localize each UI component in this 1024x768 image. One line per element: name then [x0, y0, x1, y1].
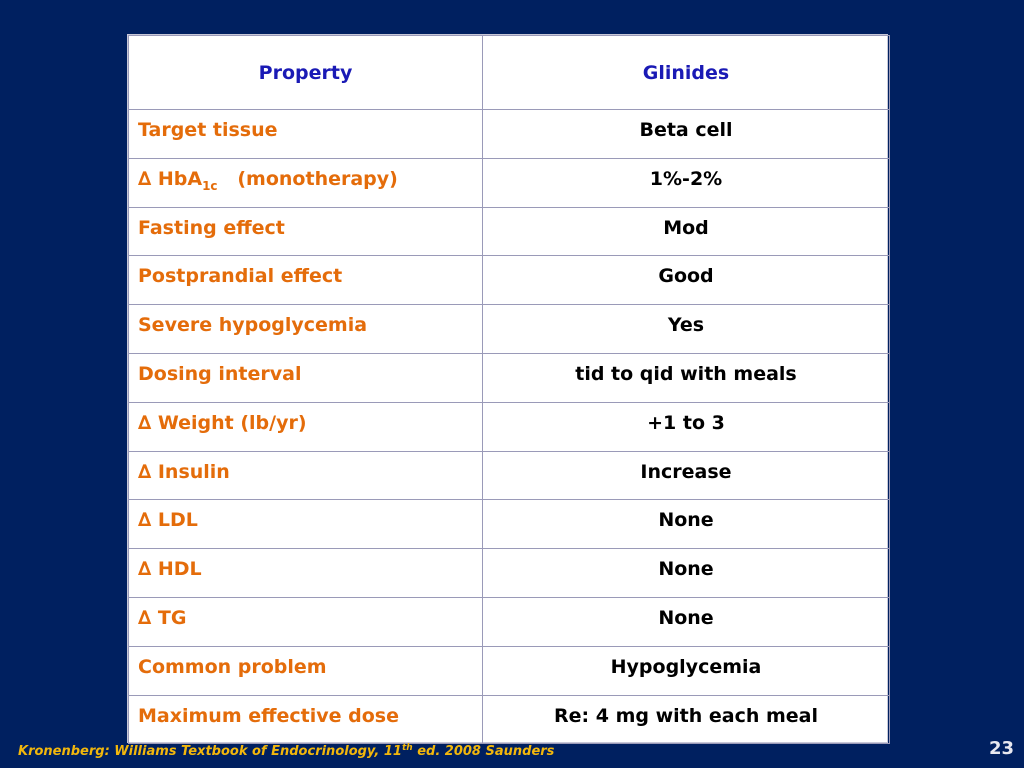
property-cell: Severe hypoglycemia: [129, 305, 483, 354]
value-cell: Increase: [483, 451, 890, 500]
value-cell: 1%-2%: [483, 158, 890, 207]
property-cell: Target tissue: [129, 110, 483, 159]
value-cell: Mod: [483, 207, 890, 256]
table-row: [129, 597, 890, 646]
value-cell: +1 to 3: [483, 402, 890, 451]
table-row: [129, 353, 890, 402]
property-cell: ∆ LDL: [129, 500, 483, 549]
citation-suffix: ed. 2008 Saunders: [412, 744, 555, 759]
table-row: [129, 451, 890, 500]
table-row: [129, 402, 890, 451]
table-row: [129, 500, 890, 549]
property-cell: [129, 158, 483, 207]
value-cell: Hypoglycemia: [483, 646, 890, 695]
property-cell: ∆ Insulin: [129, 451, 483, 500]
table-row: [129, 305, 890, 354]
table-row: [129, 646, 890, 695]
value-cell: None: [483, 549, 890, 598]
value-cell: Good: [483, 256, 890, 305]
property-subscript: 1c: [202, 178, 218, 193]
property-suffix: (monotherapy): [217, 167, 398, 190]
property-cell: Dosing interval: [129, 353, 483, 402]
property-cell: Fasting effect: [129, 207, 483, 256]
comparison-table: [127, 34, 888, 743]
page-number: 23: [988, 738, 1014, 759]
header-glinides: Glinides: [483, 36, 890, 110]
value-cell: Yes: [483, 305, 890, 354]
property-cell: ∆ TG: [129, 597, 483, 646]
property-cell: Common problem: [129, 646, 483, 695]
properties-table: [128, 35, 890, 744]
table-row: [129, 549, 890, 598]
citation-prefix: Kronenberg: Williams Textbook of Endocrinology, 11: [18, 744, 402, 759]
table-row: [129, 110, 890, 159]
table-row: [129, 207, 890, 256]
value-cell: None: [483, 500, 890, 549]
table-row: [129, 158, 890, 207]
header-property: Property: [129, 36, 483, 110]
property-prefix: ∆ HbA: [138, 167, 203, 190]
value-cell: Beta cell: [483, 110, 890, 159]
property-cell: ∆ HDL: [129, 549, 483, 598]
property-cell: ∆ Weight (lb/yr): [129, 402, 483, 451]
table-header-row: [129, 36, 890, 110]
citation-superscript: th: [401, 743, 413, 753]
property-cell: Maximum effective dose: [129, 695, 483, 744]
value-cell: tid to qid with meals: [483, 353, 890, 402]
property-cell: Postprandial effect: [129, 256, 483, 305]
value-cell: Re: 4 mg with each meal: [483, 695, 890, 744]
value-cell: None: [483, 597, 890, 646]
table-row: [129, 695, 890, 744]
citation-footer: [18, 744, 554, 759]
table-row: [129, 256, 890, 305]
